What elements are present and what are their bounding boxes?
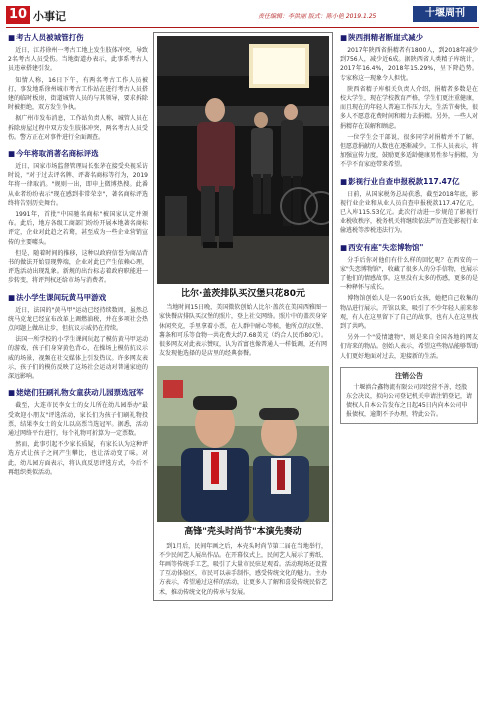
article-paragraph: 但是，随着时间的推移，这种以政府信誉为商品背书的做法开始显现弊端，企业对此已产生依赖心理，评选活动出现乱象。新规的出台标志着政府职能进一步转变，将评判权还给市场与消费者。 <box>8 249 148 285</box>
festival-photo <box>157 366 329 522</box>
article-paragraph: 近日，国家市场监督管理局长张茅在接受央视采访时说，"对于过去评名牌、评著名商标等行为，2019年将一律取消。"规则一出，即申上微博热搜。此番从业者纷纷表示"现在感到非常荣幸"，著名商标评选终将告别历史舞台。 <box>8 163 148 207</box>
notice-text: 十堰滇合鑫物流有限公司因经营不善，经股东会决议，拟向公司登记机关申请注销登记，请债权人自本公告发布之日起45日内向本公司申报债权，逾期不予办理，特此公告。 <box>346 384 473 419</box>
article-paragraph: 据广州市发布消息，工作站负责人称，城管人员在拆除房屋过程中双方发生肢体冲突，两名考古人员受伤。警方正在对事件进行全面调查。 <box>8 115 148 141</box>
article-headline: ■ 西安有座"失恋博物馆" <box>340 242 478 253</box>
article-paragraph: 法国一所学校的小学生课间玩起了模仿黄马甲运动的游戏，孩子们身穿黄色背心，在操场上模仿抗议示威的场景，视频在社交媒体上引发热议。许多网友表示，孩子们的模仿反映了这场社会运动对普通家庭的深远影响。 <box>8 336 148 381</box>
article-paragraph: 陕西省精子库相关负责人介绍，捐精者多数是在校大学生，现在学校教育严格，学生们更注重健康，而且现在的年轻人普遍工作压力大，生活节奏快，很多人不愿意花费时间和精力去捐精。另外，一些人对捐精存在误解和顾虑。 <box>340 85 478 130</box>
left-column <box>8 32 148 483</box>
article <box>8 32 148 142</box>
middle-column <box>153 32 333 601</box>
masthead-logo: 十堰周刊 <box>413 6 477 22</box>
feature-text: 到1月后，民间年画之后，本壳头时尚节第二届在当地举行，不少民间艺人展出作品。在开幕仪式上，民间艺人展示了剪纸、年画等传统手工艺，吸引了大量市民驻足观看。活动现场还设置了互动体验区，市民可以亲手制作，感受传统文化的魅力。主办方表示，希望通过这样的活动，让更多人了解和喜爱传统民俗艺术，推动传统文化的传承与发展。 <box>159 542 328 596</box>
feature-headline: 比尔·盖茨排队买汉堡只花80元 <box>181 289 305 299</box>
article <box>340 32 478 170</box>
article-headline: ■ 考古人员被城管打伤 <box>8 32 148 43</box>
article-paragraph: 分手后你对他们有什么样的回忆呢？在西安的一家"失恋博物馆"，收藏了很多人的分手信物，也展示了他们的情感故事。这里没有太多的伤感，更多的是一种释怀与成长。 <box>340 256 478 292</box>
article <box>8 387 148 477</box>
article-paragraph: 博物馆创始人是一名90后女孩，她把自己收集的物品进行展示。开馆以来，吸引了不少年轻人前来参观，有人在这里留下了自己的故事，也有人在这里找到了共鸣。 <box>340 295 478 331</box>
article-paragraph: 知情人称，16日下午，有两名考古工作人员被打，事发地系徐州城市考古工作站在进行考古人员搭建的临时板房，街道城管人员的与其领导，要求拆除时被拒绝，双方发生争执。 <box>8 76 148 112</box>
feature-box <box>153 32 333 601</box>
article-paragraph: 1991年，首批"中国驰名商标"被国家认定并颁布。此后，地方各级工商部门纷纷开展本地著名商标评定，企业对此趋之若鹜，甚至成为一些企业营销宣传的主要噱头。 <box>8 211 148 246</box>
page-number: 10 <box>6 6 30 24</box>
article-headline: ■ 影视行业自查申报税款117.47亿 <box>340 176 478 187</box>
article-paragraph: 另外一个"爱情遗物"，则是来自全国各地的网友们寄来的物品。创始人表示，希望这些物品能够帮助人们更好地面对过去，迎接新的生活。 <box>340 334 478 360</box>
header-divider <box>6 27 479 28</box>
article-headline: ■ 陕西捐精者断崖式减少 <box>340 32 478 43</box>
feature-headline: 高锋"壳头时尚节"本演先奏动 <box>184 527 302 538</box>
article <box>8 148 148 286</box>
article-paragraph: 截至，大连市民李女士的女儿所在幼儿园举办"最受欢迎小朋友"评选活动，家长们为孩子们刷礼物投票，结果李女士的女儿以高票当选冠军。据悉，活动通过网络平台进行，每个礼物可折算为一定票数。 <box>8 402 148 437</box>
editor-credits: 责任编辑：李洪丽 版式：陈小艳 2019.1.25 <box>258 13 377 20</box>
article-paragraph: 一位学生会干部说，很多同学对捐精并不了解，但愿意捐献的人数也在逐渐减少。工作人员表示，将加强宣传力度，鼓励更多适龄健康男性参与捐精，为不孕不育家庭带来希望。 <box>340 133 478 169</box>
article <box>8 292 148 382</box>
article-paragraph: 然而，此事引起不少家长质疑，有家长认为这种评选方式让孩子之间产生攀比，也让活动变了味。对此，幼儿园方面表示，将认真反思评选方式，今后不再组织类似活动。 <box>8 441 148 476</box>
article-paragraph: 日前，从国家税务总局获悉，截至2018年底，影视行业企业和从业人员自查申报税款117.47亿元，已入库115.53亿元。此次行动进一步规范了影视行业税收秩序，税务机关将继续依法严厉查处影视行业偷逃税等涉税违法行为。 <box>340 190 478 235</box>
two-men-scene <box>157 366 329 522</box>
cancellation-notice <box>340 367 478 424</box>
article-paragraph: 近日，江苏徐州一考古工地上发生肢体冲突，导致2名考古人员受伤。当地街道办表示，此事系考古人员违章搭建引发。 <box>8 47 148 73</box>
bill-gates-photo <box>157 36 329 284</box>
article-headline: ■ 今年将取消著名商标评选 <box>8 148 148 159</box>
page-header <box>0 0 485 26</box>
right-column <box>340 32 478 424</box>
article-paragraph: 近日，法国的"黄马甲"运动已经持续数周，虽然总统马克龙已经宣布改革上调燃油税，并在多项社会热点问题上做出让步，但抗议示威仍在持续。 <box>8 306 148 333</box>
section-title: 小事记 <box>33 10 66 23</box>
feature-text: 当地时间15日晚，美国微软创始人比尔·盖茨在美国西雅图一家快餐店排队买汉堡的照片，登上社交网络。照片中的盖茨身穿休闲夹克，手里拿着小票，在人群中耐心等候，他所点的汉堡、薯条和可乐等食物一共花费大约7.68美元（约合人民币80元）。很多网友对此表示赞叹，认为首富也像普通人一样低调，还有网友发现他选择的是店里的经典套餐。 <box>159 304 328 358</box>
article <box>340 176 478 236</box>
article <box>340 242 478 361</box>
night-street-scene <box>157 36 329 284</box>
article-paragraph: 2017年陕西省捐精者有1800人，到2018年减少到756人，减少近6成。据陕西省人类精子库统计，2017年16.4%，2018年15.29%，呈下降趋势。专家称这一现象令人担忧。 <box>340 47 478 82</box>
notice-title: 注销公告 <box>395 371 423 380</box>
article-headline: ■ 法小学生课间玩黄马甲游戏 <box>8 292 148 303</box>
article-headline: ■ 姥姥们狂刷礼物女童获动儿园票选冠军 <box>8 387 148 398</box>
